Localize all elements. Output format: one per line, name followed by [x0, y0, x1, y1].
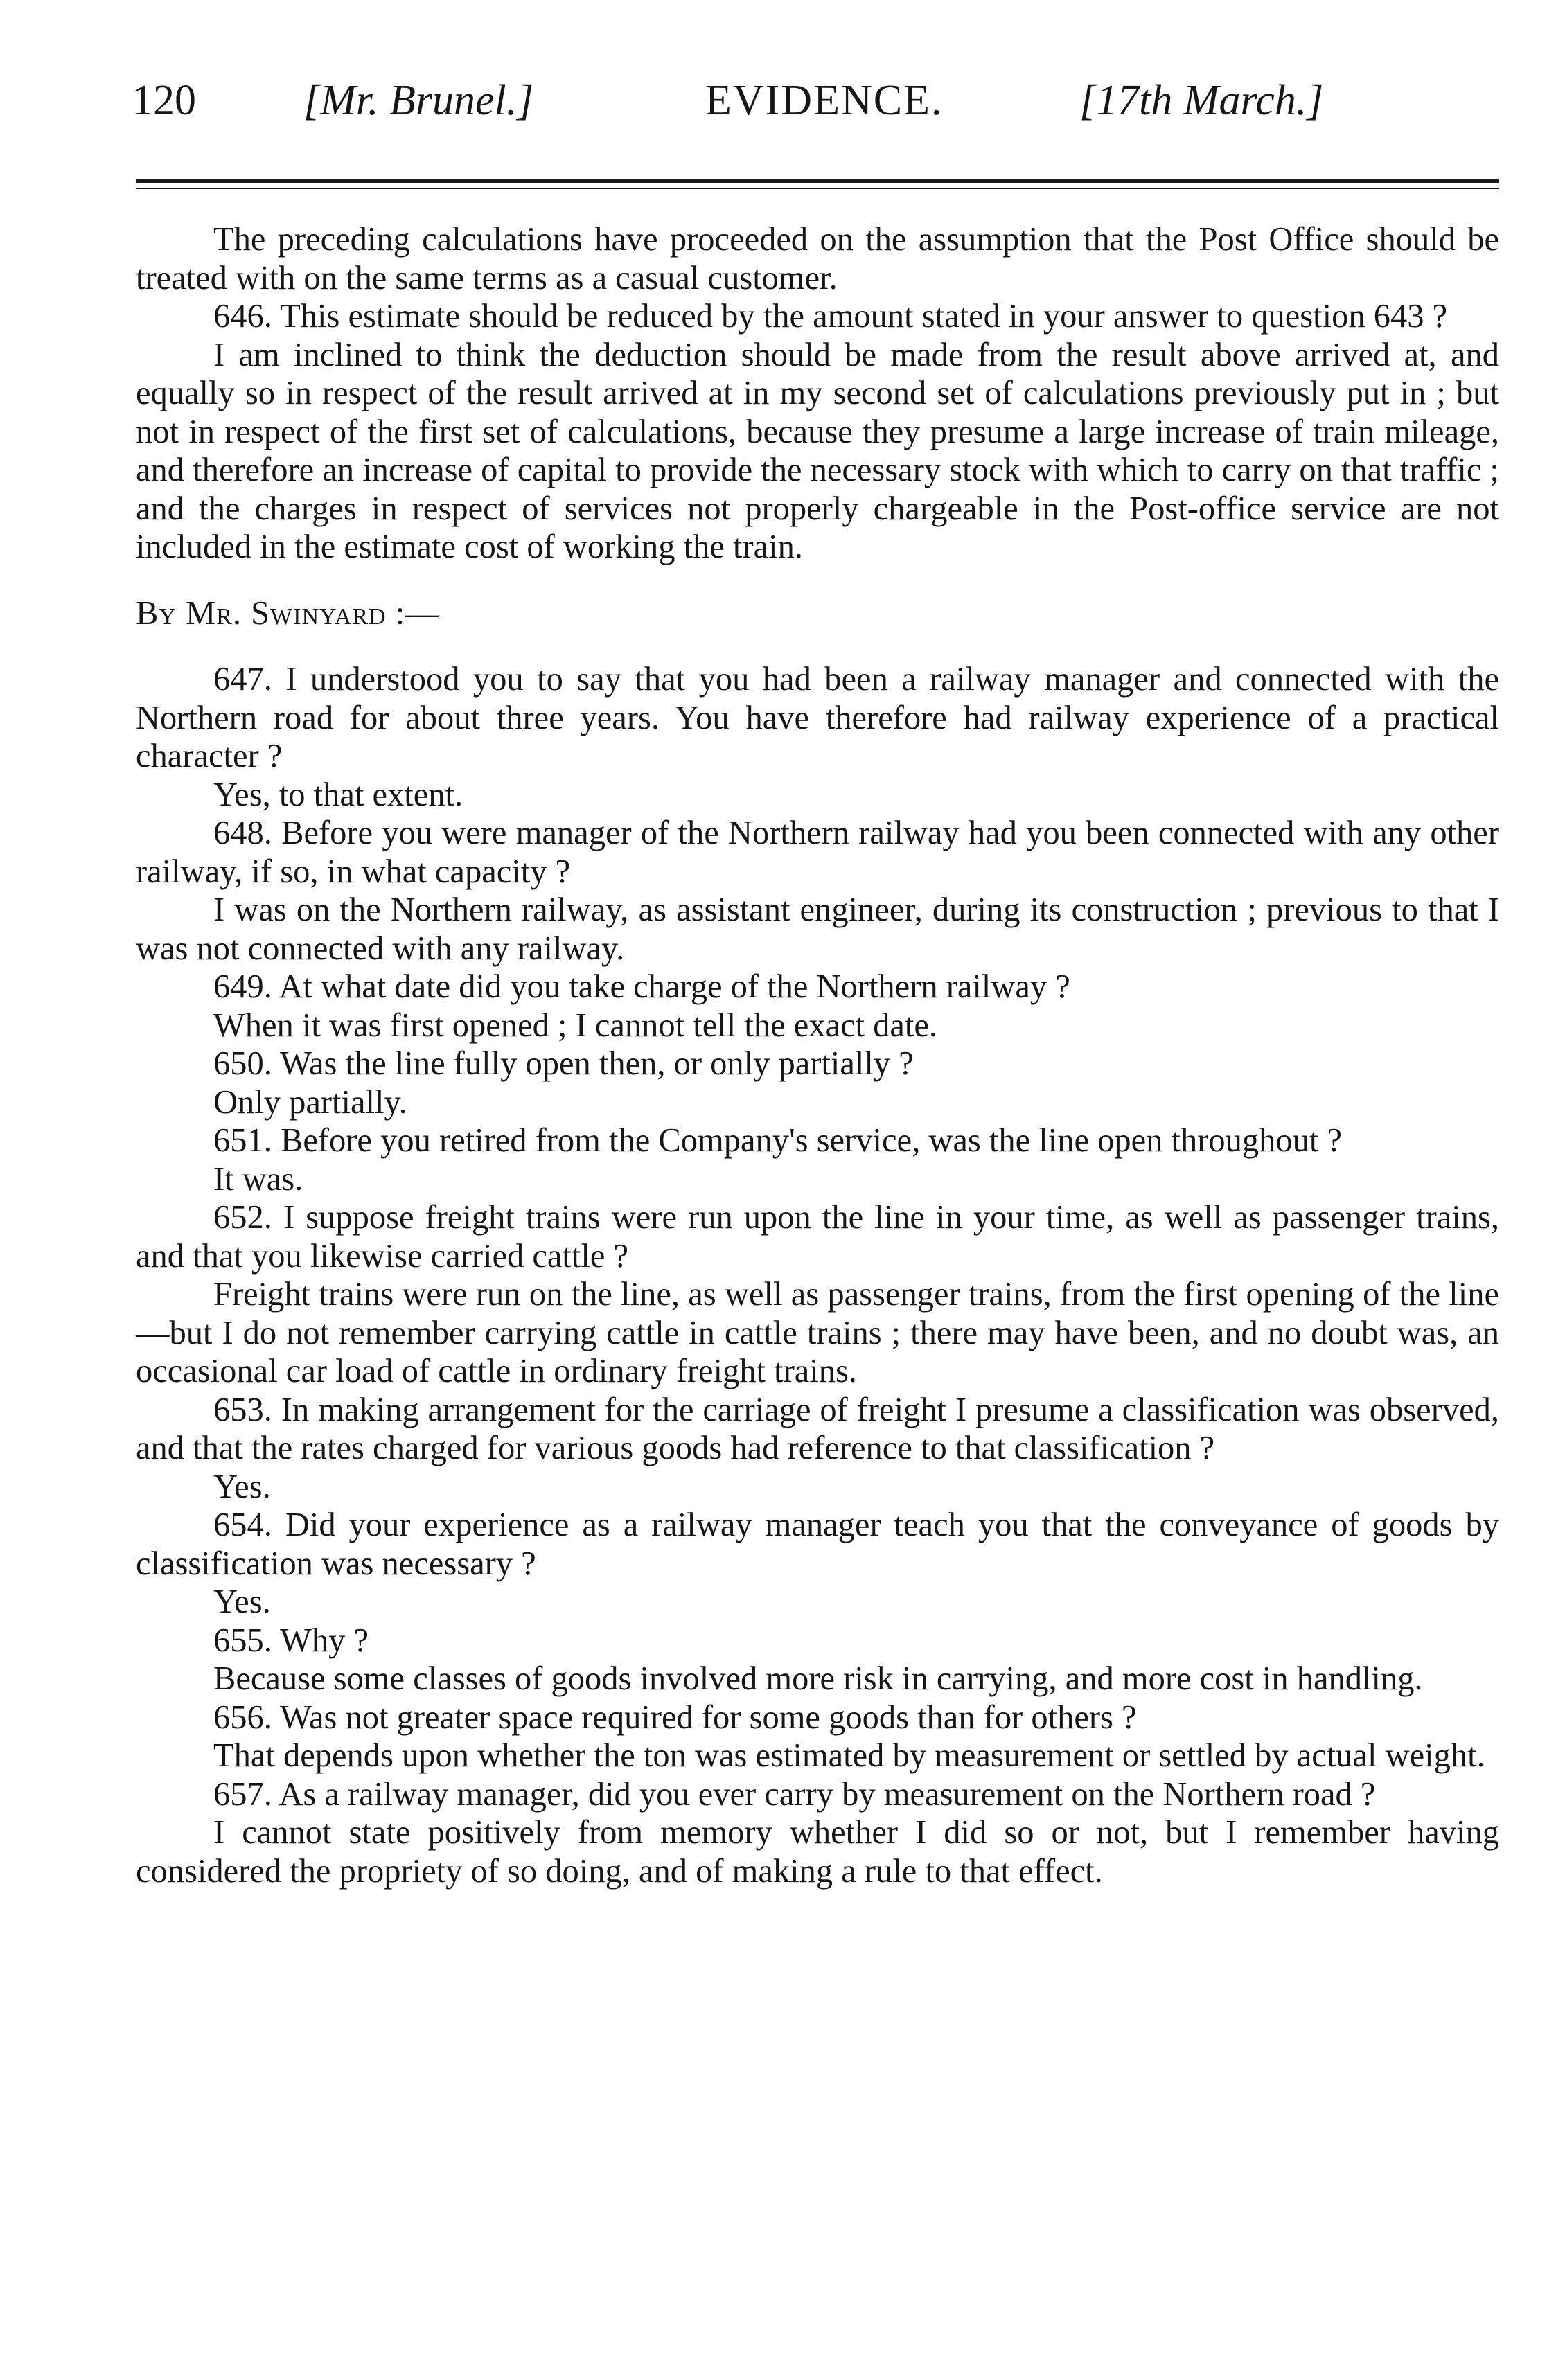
answer-657: I cannot state positively from memory whether I did so or not, but I remember having considered the propriety of so doing, and of making a rule to that effect.	[136, 1814, 1499, 1890]
question-653: 653. In making arrangement for the carriage of freight I presume a classification was observed, and that the rates charged for various goods had reference to that classification ?	[136, 1391, 1499, 1466]
question-656: 656. Was not greater space required for some goods than for others ?	[213, 1698, 1137, 1736]
question-657: 657. As a railway manager, did you ever carry by measurement on the Northern road ?	[213, 1775, 1376, 1813]
answer-648: I was on the Northern railway, as assistant engineer, during its construction ; previous to that I was not connected with any railway.	[136, 891, 1499, 967]
question-652: 652. I suppose freight trains were run upon the line in your time, as well as passenger trains, and that you likewise carried cattle ?	[136, 1199, 1499, 1275]
answer-647: Yes, to that extent.	[213, 776, 463, 813]
examiner-heading: By Mr. Swinyard :—	[136, 594, 440, 632]
answer-649: When it was first opened ; I cannot tell the exact date.	[213, 1006, 938, 1044]
header-speaker: [Mr. Brunel.]	[303, 77, 534, 124]
answer-651: It was.	[213, 1160, 303, 1198]
header-rule-thin	[136, 188, 1499, 189]
question-648: 648. Before you were manager of the Northern railway had you been connected with any other railway, if so, in what capacity ?	[136, 815, 1499, 890]
question-655: 655. Why ?	[213, 1622, 369, 1659]
answer-656: That depends upon whether the ton was estimated by measurement or settled by actual weight.	[213, 1737, 1485, 1774]
header-rule-thick	[136, 179, 1499, 183]
question-649: 649. At what date did you take charge of the Northern railway ?	[213, 968, 1070, 1005]
question-650: 650. Was the line fully open then, or only partially ?	[213, 1045, 914, 1082]
answer-654: Yes.	[213, 1583, 271, 1620]
answer-646: I am inclined to think the deduction should be made from the result above arrived at, and equally so in respect of the result arrived at in my second set of calculations previously put in ; but not in respect of the first set of calculations, because they presume a large increase of train mileage, and therefore an increase of capital to provide the necessary stock with which to carry on that traffic ; and the charges in respect of services not properly chargeable in the Post-office service are not included in the estimate cost of working the train.	[136, 336, 1499, 565]
header-date: [17th March.]	[1079, 77, 1324, 124]
running-header	[132, 73, 1420, 128]
question-647: 647. I understood you to say that you had been a railway manager and connected with the Northern road for about three years. You have therefore had railway experience of a practical character ?	[136, 661, 1499, 774]
header-section-title: EVIDENCE.	[705, 77, 944, 124]
question-646: 646. This estimate should be reduced by the amount stated in your answer to question 643 ?	[213, 298, 1448, 335]
body-text	[136, 220, 1499, 1890]
answer-655: Because some classes of goods involved more risk in carrying, and more cost in handling.	[213, 1660, 1423, 1697]
answer-653: Yes.	[213, 1468, 271, 1505]
answer-650: Only partially.	[213, 1083, 407, 1121]
answer-paragraph: The preceding calculations have proceeded on the assumption that the Post Office should be treated with on the same terms as a casual customer.	[136, 221, 1499, 296]
page-number: 120	[132, 77, 196, 124]
question-654: 654. Did your experience as a railway manager teach you that the conveyance of goods by classification was necessary ?	[136, 1507, 1499, 1582]
question-651: 651. Before you retired from the Company's service, was the line open throughout ?	[213, 1122, 1343, 1159]
answer-652: Freight trains were run on the line, as well as passenger trains, from the first opening of the line—but I do not remember carrying cattle in cattle trains ; there may have been, and no doubt was, an occasional car load of cattle in ordinary freight trains.	[136, 1276, 1499, 1389]
